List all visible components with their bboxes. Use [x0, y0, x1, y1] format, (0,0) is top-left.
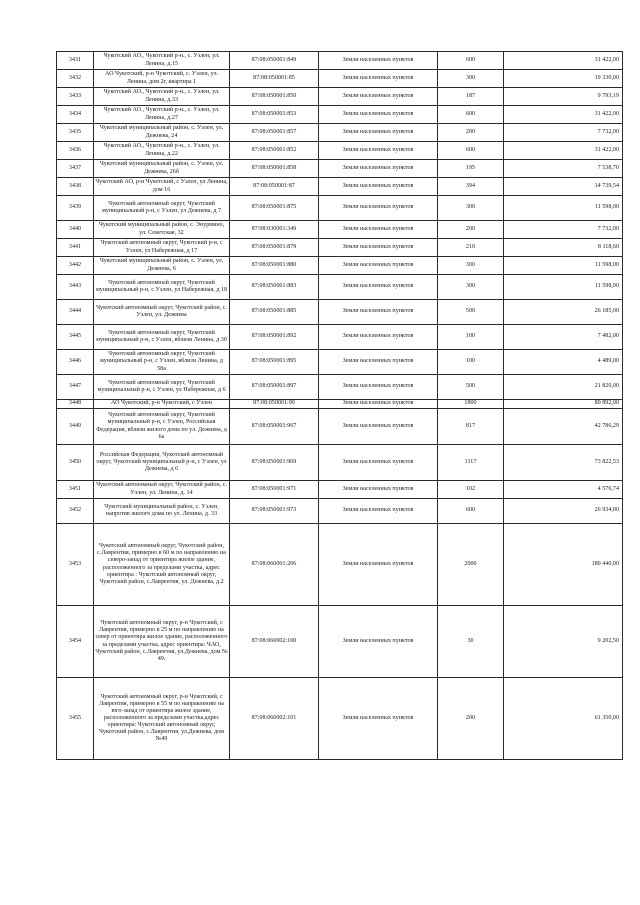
row-cadastral-value: 31 422,00: [504, 142, 623, 160]
table-row: [57, 196, 623, 221]
row-number: 3451: [57, 481, 94, 499]
row-address: Чукотский автономный округ, Чукотский район, с.Лаврентия, примерно в 60 м по направлению на северо-запад от ориентира жилое здание, расположенного за пределами участка, адрес ориентира : Чукотский автономный округ, Чукотский район, с.Лаврентия, ул. Дежнева, д.2: [94, 524, 230, 606]
row-cadastral-value: 7 482,00: [504, 325, 623, 350]
row-area: 600: [438, 52, 504, 70]
row-number: 3435: [57, 124, 94, 142]
row-cadastral-value: 31 422,00: [504, 52, 623, 70]
row-cadastral-number: 87:08:050001:853: [230, 106, 319, 124]
table-body: [57, 52, 623, 760]
row-address: Чукотский автономный округ, Чукотский район, с. Уэлен, ул. Ленина, д. 14: [94, 481, 230, 499]
row-area: 187: [438, 88, 504, 106]
table-row: [57, 481, 623, 499]
row-cadastral-value: 4 489,00: [504, 350, 623, 375]
row-address: Чукотский АО., Чукотский р-н., с. Уэлен, ул. Ленина, д.33: [94, 88, 230, 106]
row-number: 3438: [57, 178, 94, 196]
table-row: [57, 106, 623, 124]
table-row: [57, 445, 623, 481]
row-address: Чукотский АО., Чукотский р-н., с. Уэлен, ул. Ленина, д.27: [94, 106, 230, 124]
row-number: 3436: [57, 142, 94, 160]
row-area: 200: [438, 221, 504, 239]
row-cadastral-value: 9 793,19: [504, 88, 623, 106]
row-area: 500: [438, 300, 504, 325]
table-row: [57, 52, 623, 70]
row-cadastral-value: 180 440,00: [504, 524, 623, 606]
row-cadastral-number: 87:08:050001:967: [230, 409, 319, 445]
row-number: 3450: [57, 445, 94, 481]
row-land-category: Земли населенных пунктов: [319, 239, 438, 257]
row-land-category: Земли населенных пунктов: [319, 606, 438, 678]
row-address: АО Чукотский, р-н Чукотский, с Уэлен: [94, 400, 230, 409]
row-address: Чукотский автономный округ, Чукотский муниципальный р-н, с Уэлен, вблизи Ленина, д 30: [94, 325, 230, 350]
row-cadastral-number: 87:08:030001:349: [230, 221, 319, 239]
row-address: Чукотский муниципальный район, с. Энурмино, ул. Советская, 32: [94, 221, 230, 239]
row-land-category: Земли населенных пунктов: [319, 257, 438, 275]
row-area: 300: [438, 257, 504, 275]
row-cadastral-number: 87:08:050001:852: [230, 142, 319, 160]
row-number: 3446: [57, 350, 94, 375]
row-number: 3439: [57, 196, 94, 221]
row-cadastral-number: 87:08:050001:880: [230, 257, 319, 275]
row-cadastral-value: 4 576,74: [504, 481, 623, 499]
row-land-category: Земли населенных пунктов: [319, 350, 438, 375]
table-row: [57, 275, 623, 300]
row-cadastral-value: 26 185,00: [504, 300, 623, 325]
row-cadastral-number: 87:08:050001:895: [230, 350, 319, 375]
row-number: 3453: [57, 524, 94, 606]
row-cadastral-value: 7 732,00: [504, 221, 623, 239]
table-row: [57, 221, 623, 239]
row-number: 3445: [57, 325, 94, 350]
row-cadastral-number: 87:08:050001:897: [230, 375, 319, 400]
row-cadastral-value: 11 598,00: [504, 275, 623, 300]
row-cadastral-value: 19 330,00: [504, 70, 623, 88]
row-cadastral-number: 87:08:050001:892: [230, 325, 319, 350]
row-land-category: Земли населенных пунктов: [319, 375, 438, 400]
row-number: 3444: [57, 300, 94, 325]
row-area: 102: [438, 481, 504, 499]
table-row: [57, 499, 623, 524]
row-area: 300: [438, 70, 504, 88]
land-plots-table: [56, 51, 623, 760]
row-cadastral-number: 87:08:050001:885: [230, 300, 319, 325]
row-address: Чукотский автономный округ, Чукотский муниципальный р-н, с Уэлен, ул Набережная, д 18: [94, 275, 230, 300]
row-address: Чукотский автономный округ, Чукотский муниципальный р-н, с Уэлен, Российская Федерация, вблизи жилого дома по ул. Дежнева, д 6а: [94, 409, 230, 445]
table-row: [57, 239, 623, 257]
row-cadastral-number: 87:08:050001:973: [230, 499, 319, 524]
row-area: 2000: [438, 524, 504, 606]
row-address: АО Чукотский, р-н Чукотский, с. Уэлен, ул. Ленина, дом 2г, квартира 1: [94, 70, 230, 88]
row-address: Чукотский автономный округ, Чукотский муниципальный р-н, с Уэлен, ул Дежнева, д 7: [94, 196, 230, 221]
table-row: [57, 400, 623, 409]
row-address: Чукотский АО., Чукотский р-н., с. Уэлен, ул. Ленина, д.22: [94, 142, 230, 160]
row-cadastral-number: 87:08:050001:971: [230, 481, 319, 499]
row-land-category: Земли населенных пунктов: [319, 160, 438, 178]
table-row: [57, 178, 623, 196]
row-cadastral-value: 9 202,50: [504, 606, 623, 678]
row-number: 3441: [57, 239, 94, 257]
row-area: 600: [438, 106, 504, 124]
row-land-category: Земли населенных пунктов: [319, 300, 438, 325]
row-number: 3449: [57, 409, 94, 445]
row-land-category: Земли населенных пунктов: [319, 106, 438, 124]
row-land-category: Земли населенных пунктов: [319, 70, 438, 88]
row-area: 210: [438, 239, 504, 257]
row-cadastral-number: 87:08:060002:101: [230, 678, 319, 760]
row-address: Чукотский автономный округ, Чукотский р-н, с Уэлен, ул Набережная, д 17: [94, 239, 230, 257]
row-land-category: Земли населенных пунктов: [319, 88, 438, 106]
row-number: 3437: [57, 160, 94, 178]
table-row: [57, 257, 623, 275]
row-area: 100: [438, 350, 504, 375]
row-address: Чукотский муниципальный район, с. Уэлен, ул. Дежнева, 6: [94, 257, 230, 275]
row-cadastral-value: 11 598,00: [504, 257, 623, 275]
row-address: Чукотский муниципальный район, с. Уэлен, напротив жилого дома по ул. Ленина, д. 33: [94, 499, 230, 524]
table-row: [57, 678, 623, 760]
row-cadastral-value: 73 822,53: [504, 445, 623, 481]
row-land-category: Земли населенных пунктов: [319, 178, 438, 196]
row-area: 100: [438, 325, 504, 350]
row-address: Российская Федерация, Чукотский автономный округ, Чукотский муниципальный р-н, с Уэлен, ул Дежнева, д 6: [94, 445, 230, 481]
table-row: [57, 160, 623, 178]
row-cadastral-value: 42 786,29: [504, 409, 623, 445]
row-land-category: Земли населенных пунктов: [319, 445, 438, 481]
row-number: 3433: [57, 88, 94, 106]
table-row: [57, 606, 623, 678]
row-land-category: Земли населенных пунктов: [319, 325, 438, 350]
row-cadastral-value: 26 934,00: [504, 499, 623, 524]
row-area: 394: [438, 178, 504, 196]
row-cadastral-number: 87:08:050001:849: [230, 52, 319, 70]
table-row: [57, 124, 623, 142]
row-address: Чукотский автономный округ, Чукотский муниципальный р-н, с Уэлен, вблизи Ленина, д 58а: [94, 350, 230, 375]
row-area: 200: [438, 678, 504, 760]
row-cadastral-value: 7 732,00: [504, 124, 623, 142]
table-row: [57, 375, 623, 400]
row-number: 3448: [57, 400, 94, 409]
row-cadastral-number: 87:08:050001:875: [230, 196, 319, 221]
row-area: 30: [438, 606, 504, 678]
row-cadastral-number: 87:08:060001:206: [230, 524, 319, 606]
row-address: Чукотский АО., Чукотский р-н., с. Уэлен, ул. Ленина, д.15: [94, 52, 230, 70]
row-land-category: Земли населенных пунктов: [319, 524, 438, 606]
row-cadastral-value: 31 422,00: [504, 106, 623, 124]
row-cadastral-number: 87:08:050001:969: [230, 445, 319, 481]
row-cadastral-value: 7 538,70: [504, 160, 623, 178]
table-row: [57, 325, 623, 350]
row-area: 300: [438, 196, 504, 221]
row-address: Чукотский автономный округ, Чукотский район, с. Уэлен, ул. Дежнева: [94, 300, 230, 325]
row-number: 3434: [57, 106, 94, 124]
row-number: 3440: [57, 221, 94, 239]
table-row: [57, 70, 623, 88]
row-land-category: Земли населенных пунктов: [319, 124, 438, 142]
row-area: 195: [438, 160, 504, 178]
row-area: 817: [438, 409, 504, 445]
row-cadastral-number: 87:08:050001:87: [230, 178, 319, 196]
row-land-category: Земли населенных пунктов: [319, 678, 438, 760]
row-number: 3452: [57, 499, 94, 524]
row-address: Чукотский автономный округ, р-н Чукотский, с Лаврентия, примерно в 55 м по направлению на юго-запад от ориентира жилое здание, расположенного за пределами участка,адрес ориентира: Чукотский автономный округ, Чукотский район, с.Лаврентия, ул.Дежнева, дом №49: [94, 678, 230, 760]
row-land-category: Земли населенных пунктов: [319, 409, 438, 445]
row-number: 3432: [57, 70, 94, 88]
row-land-category: Земли населенных пунктов: [319, 52, 438, 70]
table-row: [57, 350, 623, 375]
row-cadastral-value: 61 350,00: [504, 678, 623, 760]
table-row: [57, 524, 623, 606]
table-row: [57, 300, 623, 325]
row-cadastral-number: 87:08:050001:858: [230, 160, 319, 178]
row-cadastral-number: 87:08:050001:850: [230, 88, 319, 106]
row-area: 600: [438, 499, 504, 524]
row-number: 3455: [57, 678, 94, 760]
row-area: 200: [438, 124, 504, 142]
row-number: 3442: [57, 257, 94, 275]
row-area: 1800: [438, 400, 504, 409]
row-cadastral-number: 87:08:060002:100: [230, 606, 319, 678]
row-cadastral-number: 87:08:050001:85: [230, 70, 319, 88]
row-number: 3443: [57, 275, 94, 300]
row-land-category: Земли населенных пунктов: [319, 221, 438, 239]
table-row: [57, 409, 623, 445]
table-row: [57, 88, 623, 106]
row-address: Чукотский автономный округ, Чукотский муниципальный р-н, с Уэлен, ул Набережная, д 6: [94, 375, 230, 400]
row-area: 300: [438, 275, 504, 300]
row-land-category: Земли населенных пунктов: [319, 400, 438, 409]
row-cadastral-value: 11 598,00: [504, 196, 623, 221]
row-cadastral-number: 87:08:050001:857: [230, 124, 319, 142]
row-number: 3454: [57, 606, 94, 678]
row-cadastral-value: 14 739,54: [504, 178, 623, 196]
row-address: Чукотский муниципальный район, с. Уэлен, ул. Дежнева, 26б: [94, 160, 230, 178]
row-number: 3431: [57, 52, 94, 70]
row-address: Чукотский автономный округ, р-н Чукотский, с Лаврентия, примерно в 25 м по направлению на север от ориентира жилое здание, расположенного за пределами участка, адрес ориентира: ЧАО, Чукотский район, с.Лаврентия, ул.Дежнева, дом № 49.: [94, 606, 230, 678]
row-land-category: Земли населенных пунктов: [319, 142, 438, 160]
row-address: Чукотский АО, р-н Чукотский, с Уэлен, ул Ленина, дом 16: [94, 178, 230, 196]
row-land-category: Земли населенных пунктов: [319, 499, 438, 524]
row-cadastral-value: 21 820,00: [504, 375, 623, 400]
row-address: Чукотский муниципальный район, с. Уэлен, ул. Дежнева, 24: [94, 124, 230, 142]
row-cadastral-value: 8 118,60: [504, 239, 623, 257]
row-cadastral-number: 87:08:050001:90: [230, 400, 319, 409]
row-land-category: Земли населенных пунктов: [319, 196, 438, 221]
table-row: [57, 142, 623, 160]
row-area: 1117: [438, 445, 504, 481]
row-area: 600: [438, 142, 504, 160]
row-cadastral-number: 87:08:050001:883: [230, 275, 319, 300]
row-number: 3447: [57, 375, 94, 400]
row-land-category: Земли населенных пунктов: [319, 481, 438, 499]
row-area: 500: [438, 375, 504, 400]
row-land-category: Земли населенных пунктов: [319, 275, 438, 300]
row-cadastral-value: 80 892,00: [504, 400, 623, 409]
row-cadastral-number: 87:08:050001:879: [230, 239, 319, 257]
